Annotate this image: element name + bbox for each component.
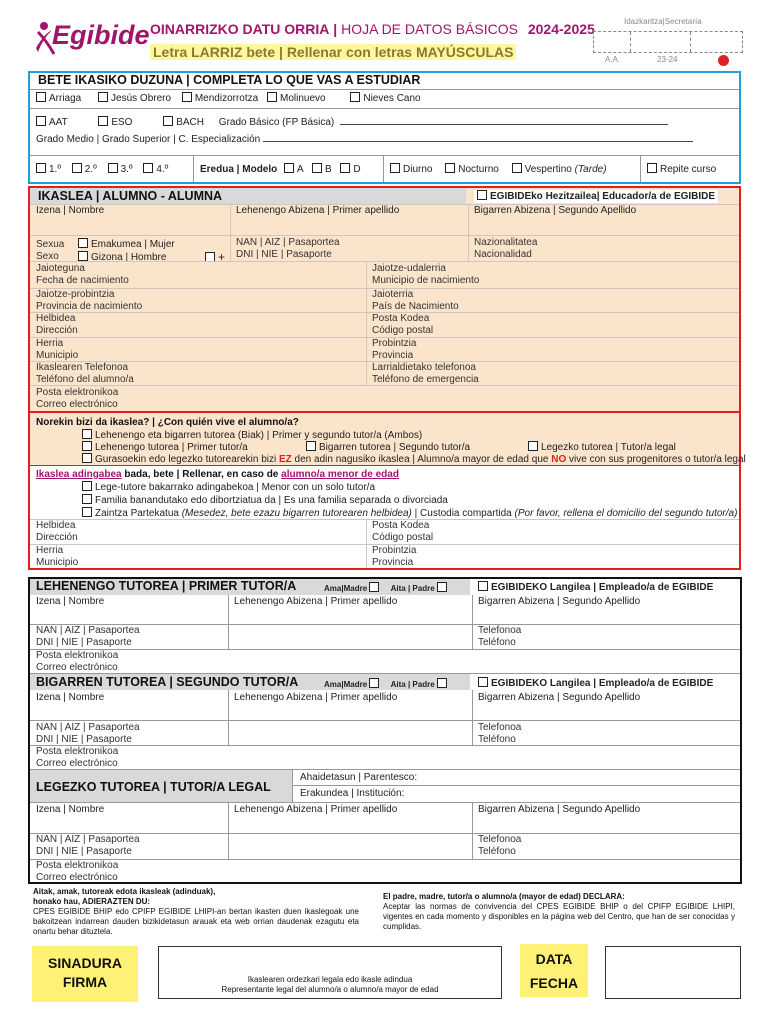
convive-section (28, 413, 746, 570)
page-title: OINARRIZKO DATU ORRIA | HOJA DE DATOS BÁSICOS 2024-2025 (150, 21, 595, 37)
menor-separados[interactable]: Familia banandutako edo dibortziatua da | Es una familia separada o divorciada (82, 494, 448, 507)
estudio-section (28, 71, 741, 184)
centro-arriaga[interactable]: Arriaga (36, 93, 81, 104)
tutor2-dni-field[interactable]: NAN | AIZ | Pasaportea DNI | NIE | Pasaporte (36, 722, 140, 745)
red-mark-icon (718, 55, 729, 66)
modelo-d[interactable]: D (340, 164, 360, 175)
tutor1-apellido2-field[interactable]: Bigarren Abizena | Segundo Apellido (478, 596, 641, 607)
alumno-email-field[interactable]: Posta elektronikoa Correo electrónico (36, 387, 119, 410)
tutor3-telefono-field[interactable]: Telefonoa Teléfono (478, 834, 522, 857)
sexo-label: Sexua Sexo (36, 239, 65, 262)
tutor3-nombre-field[interactable]: Izena | Nombre (36, 804, 105, 815)
firma-label-box: SINADURA FIRMA (32, 946, 138, 1002)
sexo-otro[interactable]: + (205, 251, 225, 265)
nivel-bach[interactable]: BACH (163, 117, 204, 128)
turno-vespertino[interactable]: Vespertino (Tarde) (512, 164, 607, 175)
modelo-a[interactable]: A (284, 164, 303, 175)
tutor1-dni-field[interactable]: NAN | AIZ | Pasaportea DNI | NIE | Pasaporte (36, 625, 140, 648)
tutor1-madre[interactable]: Ama|Madre (324, 584, 382, 593)
curso-2[interactable]: 2.º (72, 164, 97, 175)
grado-otros-label: Grado Medio | Grado Superior | C. Especialización (36, 134, 261, 145)
declaracion-eu: Aitak, amak, tutoreak edota ikasleak (adinduak), honako hau, ADIERAZTEN DU: CPES EGIBIDE BHIP edo CPIFP EGIBIDE LHIPI-an bertan ikasten duen ikaslegoak une bakoitzean indarrean dauden bizikidetasun arauak eta web orrian daudenak ezagutu eta onartu behar dituztela. (33, 887, 359, 936)
curso-3[interactable]: 3.º (108, 164, 133, 175)
logo-text: Egibide (52, 20, 150, 50)
alumno-cp-field[interactable]: Posta Kodea Código postal (372, 313, 434, 336)
tutor2-provincia-field[interactable]: Probintzia Provincia (372, 545, 417, 568)
tutor2-madre[interactable]: Ama|Madre (324, 680, 382, 689)
tutor3-apellido2-field[interactable]: Bigarren Abizena | Segundo Apellido (478, 804, 641, 815)
firma-representante: Ikaslearen ordezkari legala edo ikasle adindua Representante legal del alumno/a o alumno/a mayor de edad (221, 975, 439, 994)
alumno-apellido1-field[interactable]: Lehenengo Abizena | Primer apellido (236, 205, 400, 216)
grado-basico-line[interactable] (340, 116, 668, 125)
curso-4[interactable]: 4.º (143, 164, 168, 175)
alumno-municipio-field[interactable]: Herria Municipio (36, 338, 79, 361)
menor-edad-heading: Ikaslea adingabea bada, bete | Rellenar, en caso de alumno/a menor de edad (36, 469, 399, 480)
alumno-municipio-nac-field[interactable]: Jaiotze-udalerria Municipio de nacimiento (372, 263, 480, 286)
alumno-pais-nac-field[interactable]: Jaioterria País de Nacimiento (372, 289, 459, 312)
alumno-direccion-field[interactable]: Helbidea Dirección (36, 313, 78, 336)
secretaria-label: Idazkaritza|Secretaría (624, 17, 702, 26)
fecha-label-box: DATA FECHA (520, 944, 588, 997)
tutor2-apellido1-field[interactable]: Lehenengo Abizena | Primer apellido (234, 692, 398, 703)
tutor2-cp-field[interactable]: Posta Kodea Código postal (372, 520, 434, 543)
tutores-section (28, 577, 742, 884)
sexo-hombre[interactable]: Gizona | Hombre (78, 251, 166, 264)
tutor2-telefono-field[interactable]: Telefonoa Teléfono (478, 722, 522, 745)
aa-value: 23-24 (657, 55, 678, 64)
tutor1-apellido1-field[interactable]: Lehenengo Abizena | Primer apellido (234, 596, 398, 607)
tutor2-title: BIGARREN TUTOREA | SEGUNDO TUTOR/A (36, 675, 299, 689)
tutor2-direccion-field[interactable]: Helbidea Dirección (36, 520, 78, 543)
centro-mendizorrotza[interactable]: Mendizorrotza (182, 93, 258, 104)
nivel-eso[interactable]: ESO (98, 117, 132, 128)
educador-egibide[interactable]: EGIBIDEko Hezitzailea| Educador/a de EGIBIDE (474, 190, 718, 203)
tutor3-apellido1-field[interactable]: Lehenengo Abizena | Primer apellido (234, 804, 398, 815)
convive-tutor-legal[interactable]: Legezko tutorea | Tutor/a legal (528, 441, 676, 454)
alumno-nombre-field[interactable]: Izena | Nombre (36, 205, 105, 216)
tutor2-apellido2-field[interactable]: Bigarren Abizena | Segundo Apellido (478, 692, 641, 703)
alumno-apellido2-field[interactable]: Bigarren Abizena | Segundo Apellido (474, 205, 637, 216)
menor-custodia[interactable]: Zaintza Partekatua (Mesedez, bete ezazu bigarren tutorearen helbidea) | Custodia compartida (Por favor, rellena el domicilio del segundo tutor/a) (82, 507, 737, 520)
tutor2-municipio-field[interactable]: Herria Municipio (36, 545, 79, 568)
firma-box[interactable] (158, 946, 502, 999)
alumno-title: IKASLEA | ALUMNO - ALUMNA (38, 189, 223, 203)
subtitle: Letra LARRIZ bete | Rellenar con letras MAYÚSCULAS (150, 44, 516, 60)
tutor1-title: LEHENENGO TUTOREA | PRIMER TUTOR/A (36, 579, 297, 593)
eredua-label: Eredua | Modelo (200, 164, 278, 175)
secretaria-box[interactable] (593, 31, 743, 53)
modelo-b[interactable]: B (312, 164, 332, 175)
centro-molinuevo[interactable]: Molinuevo (267, 93, 326, 104)
tutor2-empleado[interactable]: EGIBIDEKO Langilea | Empleado/a de EGIBIDE (478, 677, 713, 690)
tutor2-email-field[interactable]: Posta elektronikoa Correo electrónico (36, 746, 119, 769)
turno-nocturno[interactable]: Nocturno (445, 164, 499, 175)
estudio-title: BETE IKASIKO DUZUNA | COMPLETA LO QUE VAS A ESTUDIAR (38, 73, 421, 87)
convive-primer-tutor[interactable]: Lehenengo tutorea | Primer tutor/a (82, 441, 248, 454)
logo (32, 18, 150, 60)
alumno-telefono-field[interactable]: Ikaslearen Telefonoa Teléfono del alumno/a (36, 362, 134, 385)
tutor2-nombre-field[interactable]: Izena | Nombre (36, 692, 105, 703)
tutor2-padre[interactable]: Aita | Padre (391, 680, 450, 689)
alumno-provincia-field[interactable]: Probintzia Provincia (372, 338, 417, 361)
convive-question: Norekin bizi da ikaslea? | ¿Con quién vive el alumno/a? (36, 417, 299, 428)
turno-diurno[interactable]: Diurno (390, 164, 432, 175)
tutor3-email-field[interactable]: Posta elektronikoa Correo electrónico (36, 860, 119, 883)
alumno-emergencia-field[interactable]: Larrialdietako telefonoa Teléfono de emergencia (372, 362, 479, 385)
convive-ambos[interactable]: Lehenengo eta bigarren tutorea (Biak) | Primer y segundo tutor/a (Ambos) (82, 429, 422, 442)
tutor3-dni-field[interactable]: NAN | AIZ | Pasaportea DNI | NIE | Pasaporte (36, 834, 140, 857)
tutor3-parentesco-field[interactable]: Ahaidetasun | Parentesco: (300, 772, 418, 783)
grado-basico-label: Grado Básico (FP Básica) (218, 117, 335, 128)
tutor1-email-field[interactable]: Posta elektronikoa Correo electrónico (36, 650, 119, 673)
curso-1[interactable]: 1.º (36, 164, 61, 175)
alumno-fecha-nac-field[interactable]: Jaioteguna Fecha de nacimiento (36, 263, 129, 286)
alumno-section (28, 186, 741, 413)
alumno-provincia-nac-field[interactable]: Jaiotze-probintzia Provincia de nacimiento (36, 289, 143, 312)
tutor1-nombre-field[interactable]: Izena | Nombre (36, 596, 105, 607)
nivel-aat[interactable]: AAT (36, 117, 68, 128)
tutor3-institucion-field[interactable]: Erakundea | Institución: (300, 788, 405, 799)
alumno-nacionalidad-field[interactable]: Nazionalitatea Nacionalidad (474, 237, 538, 260)
fecha-box[interactable] (605, 946, 741, 999)
tutor1-empleado[interactable]: EGIBIDEKO Langilea | Empleado/a de EGIBIDE (478, 581, 713, 594)
repite-curso[interactable]: Repite curso (647, 163, 716, 176)
sexo-mujer[interactable]: Emakumea | Mujer (78, 238, 175, 251)
alumno-dni-field[interactable]: NAN | AIZ | Pasaportea DNI | NIE | Pasaporte (236, 237, 340, 260)
tutor1-telefono-field[interactable]: Telefonoa Teléfono (478, 625, 522, 648)
convive-segundo-tutor[interactable]: Bigarren tutorea | Segundo tutor/a (306, 441, 470, 454)
tutor3-title: LEGEZKO TUTOREA | TUTOR/A LEGAL (36, 780, 271, 794)
menor-un-tutor[interactable]: Lege-tutore bakarrako adingabekoa | Menor con un solo tutor/a (82, 481, 375, 494)
tutor1-padre[interactable]: Aita | Padre (391, 584, 450, 593)
centro-jesus-obrero[interactable]: Jesús Obrero (98, 93, 171, 104)
aa-label: A.A. (605, 55, 621, 64)
declaracion-es: El padre, madre, tutor/a o alumno/a (mayor de edad) DECLARA: Aceptar las normas de convivencia del CPES EGIBIDE BHIP o del CPIFP EGIBIDE LHIPI, vigentes en cada momento y disponibles en la página web del Centro, que han de ser conocidas y cumplidas. (383, 892, 735, 931)
centro-nieves-cano[interactable]: Nieves Cano (350, 93, 420, 104)
convive-mayor-edad[interactable]: Gurasoekin edo legezko tutorearekin bizi EZ den adin nagusiko ikaslea | Alumno/a mayor de edad que NO vive con sus progenitores o tutor/a legal (82, 453, 746, 466)
grado-otros-line[interactable] (263, 133, 693, 142)
